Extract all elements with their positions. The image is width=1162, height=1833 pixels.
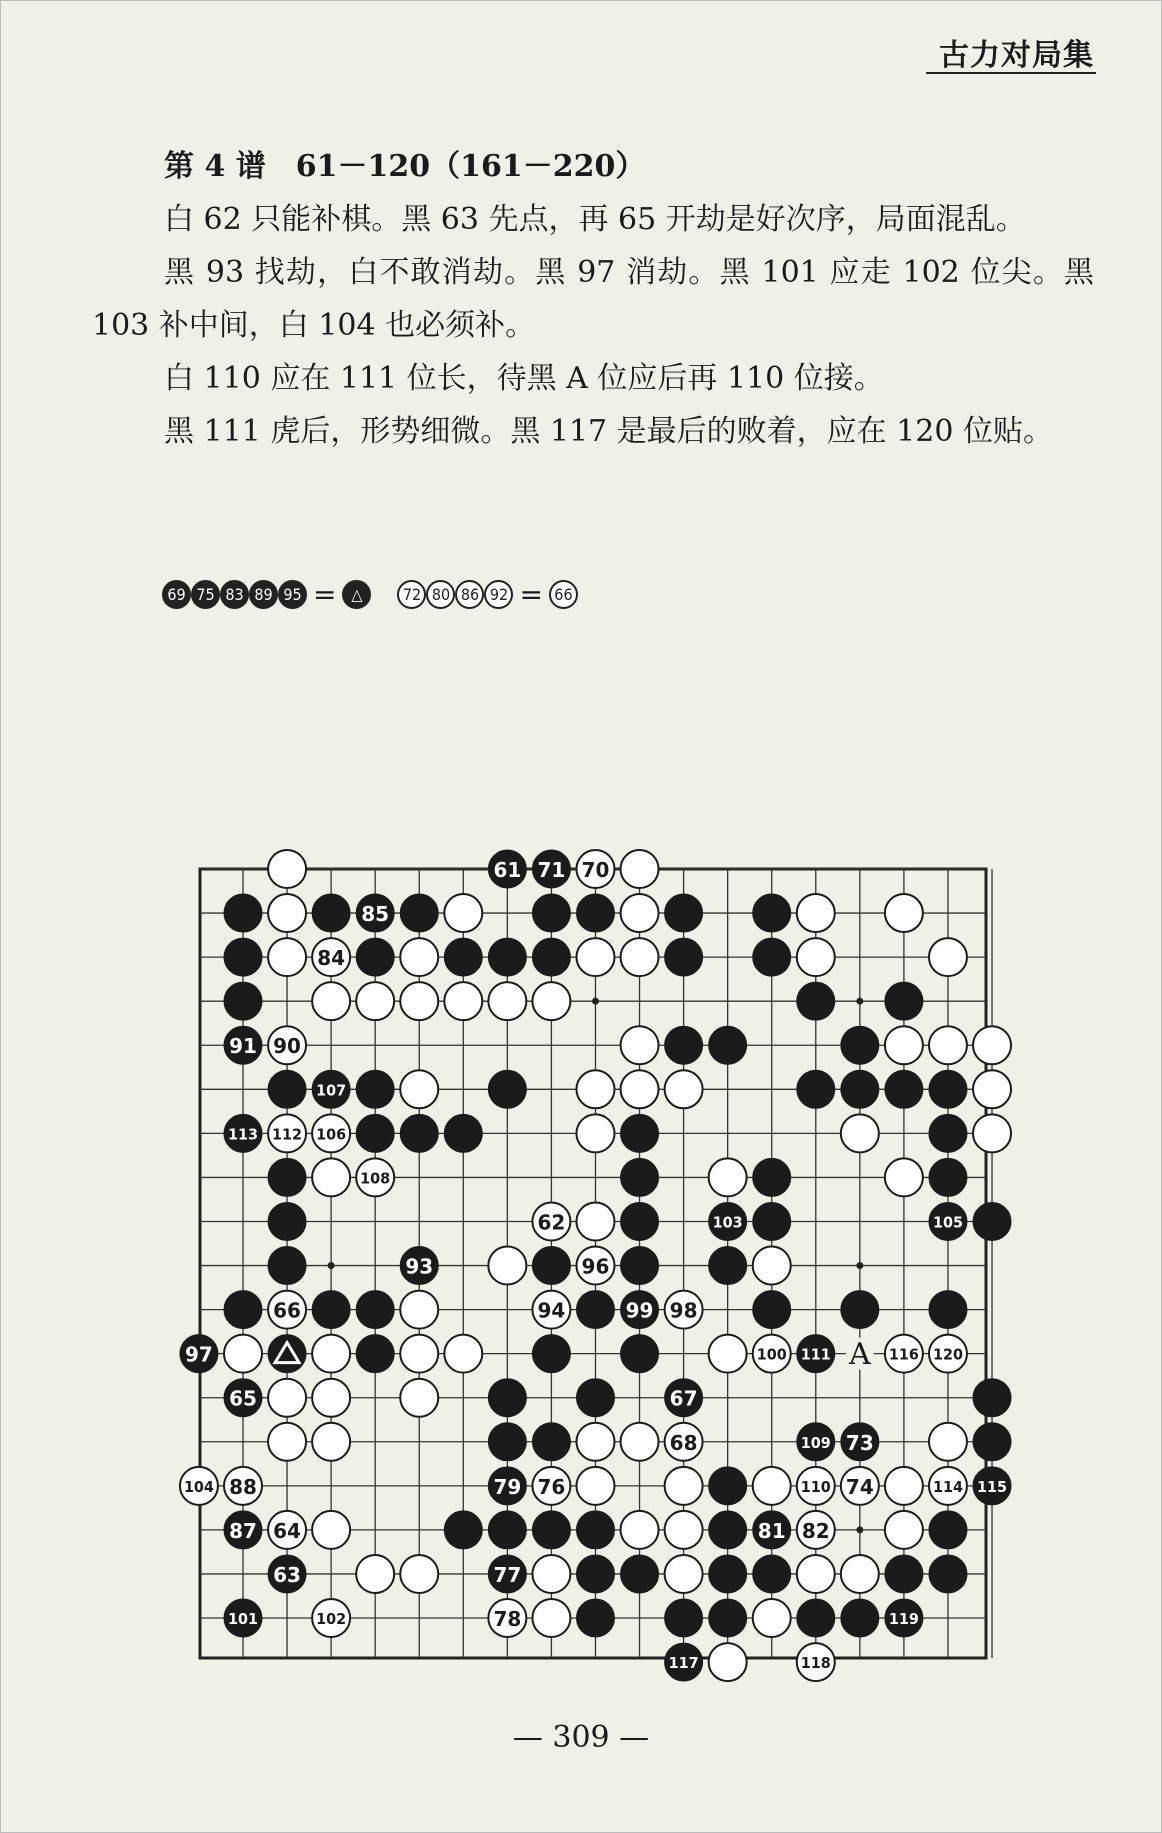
move-number: 68	[669, 1430, 698, 1455]
move-number: 107	[316, 1081, 347, 1100]
move-number: 74	[845, 1474, 874, 1499]
legend-stone: 86	[455, 580, 484, 609]
black-stone	[576, 1379, 614, 1417]
white-stone	[224, 1467, 262, 1505]
legend-stone: 83	[220, 580, 249, 609]
black-stone	[973, 1379, 1011, 1417]
black-stone	[753, 1158, 791, 1196]
black-stone	[709, 1511, 747, 1549]
move-number: 102	[316, 1610, 347, 1629]
black-stone	[532, 850, 570, 888]
move-number: 109	[800, 1433, 831, 1452]
move-number: 90	[273, 1034, 301, 1059]
black-stone	[665, 1379, 703, 1417]
black-stone	[532, 894, 570, 932]
black-stone	[268, 1070, 306, 1108]
black-stone	[621, 1291, 659, 1329]
black-stone	[709, 1555, 747, 1593]
black-stone	[400, 894, 438, 932]
legend-stone: 69	[162, 580, 191, 609]
white-stone	[576, 1070, 614, 1108]
white-stone	[665, 1511, 703, 1549]
move-number: 103	[712, 1213, 743, 1232]
legend-stone: 92	[484, 580, 513, 609]
black-stone	[180, 1335, 218, 1373]
white-stone	[576, 1202, 614, 1240]
move-number: 101	[228, 1610, 258, 1629]
black-stone	[665, 1599, 703, 1637]
move-number: 88	[229, 1474, 257, 1499]
black-stone	[797, 1335, 835, 1373]
black-stone	[356, 1335, 394, 1373]
white-stone	[841, 1555, 879, 1593]
black-stone	[709, 1026, 747, 1064]
move-number: 79	[493, 1474, 522, 1499]
white-stone	[885, 1467, 923, 1505]
black-stone	[885, 1070, 923, 1108]
white-stone	[929, 1467, 967, 1505]
white-stone	[621, 1070, 659, 1108]
white-stone	[312, 1423, 350, 1461]
black-stone	[356, 1070, 394, 1108]
black-stone	[841, 1026, 879, 1064]
white-stone	[665, 1070, 703, 1108]
white-stone	[356, 982, 394, 1020]
white-stone	[400, 1291, 438, 1329]
black-stone	[268, 1158, 306, 1196]
black-stone	[312, 894, 350, 932]
move-number: 76	[537, 1474, 566, 1499]
black-stone	[488, 1379, 526, 1417]
white-stone	[885, 894, 923, 932]
move-number: 98	[669, 1298, 698, 1323]
white-stone	[312, 1511, 350, 1549]
white-stone	[621, 1511, 659, 1549]
white-stone	[268, 1511, 306, 1549]
black-stone	[797, 982, 835, 1020]
white-stone	[268, 1423, 306, 1461]
white-stone	[665, 1467, 703, 1505]
black-stone	[268, 1335, 306, 1373]
black-stone	[973, 1467, 1011, 1505]
move-number: 119	[888, 1610, 919, 1629]
black-stone	[665, 1026, 703, 1064]
white-stone	[576, 1423, 614, 1461]
page-number: — 309 —	[512, 1720, 650, 1755]
move-number: 71	[537, 858, 566, 882]
move-number: 120	[932, 1345, 963, 1364]
black-stone	[841, 1423, 879, 1461]
white-stone	[797, 1555, 835, 1593]
black-stone	[885, 1599, 923, 1637]
move-number: 65	[229, 1386, 257, 1411]
running-header: 古力对局集	[939, 38, 1094, 73]
white-stone	[797, 894, 835, 932]
white-stone	[268, 1379, 306, 1417]
move-number: 61	[493, 858, 522, 882]
black-stone	[753, 1511, 791, 1549]
white-stone	[665, 1423, 703, 1461]
legend-stone: 72	[397, 580, 426, 609]
white-stone	[709, 1335, 747, 1373]
black-stone	[973, 1423, 1011, 1461]
move-number: 108	[360, 1169, 391, 1188]
point-label: A	[849, 1337, 871, 1373]
move-number: 115	[977, 1477, 1008, 1496]
legend-equals: =	[313, 577, 337, 611]
white-stone	[885, 1026, 923, 1064]
legend-stone: 95	[278, 580, 307, 609]
black-stone	[224, 1511, 262, 1549]
black-stone	[356, 938, 394, 976]
white-stone	[268, 1291, 306, 1329]
white-stone	[312, 982, 350, 1020]
white-stone	[797, 1511, 835, 1549]
white-stone	[929, 1423, 967, 1461]
white-stone	[400, 938, 438, 976]
white-stone	[576, 1114, 614, 1152]
black-stone	[665, 894, 703, 932]
black-stone	[621, 1114, 659, 1152]
black-stone	[576, 1555, 614, 1593]
move-number: 85	[361, 902, 390, 927]
black-stone	[576, 1511, 614, 1549]
paragraph: 黑 93 找劫，白不敢消劫。黑 97 消劫。黑 101 应走 102 位尖。黑 103 补中间，白 104 也必须补。	[92, 255, 1094, 343]
black-stone	[929, 1070, 967, 1108]
black-stone	[621, 1247, 659, 1285]
white-stone	[576, 938, 614, 976]
black-stone	[929, 1114, 967, 1152]
black-stone	[621, 1555, 659, 1593]
white-stone	[576, 850, 614, 888]
move-number: 99	[625, 1298, 654, 1323]
black-stone	[797, 1070, 835, 1108]
black-stone	[224, 1379, 262, 1417]
black-stone	[488, 1070, 526, 1108]
move-number: 77	[493, 1562, 522, 1587]
white-stone	[312, 1379, 350, 1417]
black-stone	[224, 1599, 262, 1637]
white-stone	[621, 938, 659, 976]
black-stone	[797, 1599, 835, 1637]
move-number: 91	[229, 1034, 257, 1059]
white-stone	[488, 1599, 526, 1637]
white-stone	[665, 1555, 703, 1593]
black-stone	[224, 982, 262, 1020]
white-stone	[929, 1026, 967, 1064]
black-stone	[224, 1291, 262, 1329]
move-number: 73	[845, 1430, 874, 1455]
legend-equals: =	[519, 577, 543, 611]
black-stone	[885, 1555, 923, 1593]
black-stone	[753, 1291, 791, 1329]
white-stone	[841, 1114, 879, 1152]
white-stone	[268, 1026, 306, 1064]
black-stone	[929, 1555, 967, 1593]
white-stone	[488, 1247, 526, 1285]
move-number: 63	[273, 1562, 301, 1587]
move-number: 104	[183, 1477, 214, 1496]
white-stone	[400, 1555, 438, 1593]
move-number: 96	[581, 1254, 610, 1279]
white-stone	[797, 1643, 835, 1681]
black-stone	[224, 1114, 262, 1152]
white-stone	[180, 1467, 218, 1505]
black-stone	[709, 1247, 747, 1285]
move-number: 114	[932, 1477, 963, 1496]
white-stone	[929, 1335, 967, 1373]
white-stone	[224, 1335, 262, 1373]
black-stone	[841, 1070, 879, 1108]
black-stone	[885, 982, 923, 1020]
black-stone	[400, 1114, 438, 1152]
black-stone	[356, 1291, 394, 1329]
white-stone	[709, 1643, 747, 1681]
white-stone	[312, 938, 350, 976]
black-stone	[532, 1511, 570, 1549]
legend-stone: 80	[426, 580, 455, 609]
legend-stone: 89	[249, 580, 278, 609]
white-stone	[444, 894, 482, 932]
black-stone	[973, 1202, 1011, 1240]
white-stone	[797, 1467, 835, 1505]
move-number: 78	[493, 1607, 522, 1632]
move-number: 67	[669, 1386, 698, 1411]
paragraph: 白 110 应在 111 位长，待黑 A 位应后再 110 位接。	[164, 361, 884, 396]
white-stone	[268, 938, 306, 976]
black-stone	[665, 1643, 703, 1681]
white-stone	[532, 1202, 570, 1240]
move-number: 111	[800, 1345, 831, 1364]
black-stone	[356, 1114, 394, 1152]
move-number: 117	[668, 1654, 699, 1673]
black-stone	[929, 1202, 967, 1240]
white-stone	[444, 1335, 482, 1373]
black-stone	[841, 1599, 879, 1637]
white-stone	[312, 1158, 350, 1196]
white-stone	[400, 982, 438, 1020]
black-stone	[753, 894, 791, 932]
white-stone	[488, 982, 526, 1020]
move-number: 64	[273, 1518, 301, 1543]
black-stone	[312, 1291, 350, 1329]
white-stone	[400, 1379, 438, 1417]
white-stone	[621, 850, 659, 888]
black-stone	[576, 894, 614, 932]
black-stone	[312, 1070, 350, 1108]
black-stone	[753, 1555, 791, 1593]
black-stone	[929, 1158, 967, 1196]
black-stone	[268, 1202, 306, 1240]
move-number: 97	[185, 1342, 213, 1367]
black-stone	[224, 1026, 262, 1064]
paragraph: 白 62 只能补棋。黑 63 先点，再 65 开劫是好次序，局面混乱。	[164, 202, 1026, 237]
legend-stone: 66	[549, 580, 578, 609]
black-stone	[268, 1555, 306, 1593]
black-stone	[488, 1467, 526, 1505]
black-stone	[621, 1158, 659, 1196]
move-number: 112	[272, 1125, 303, 1144]
white-stone	[973, 1070, 1011, 1108]
white-stone	[532, 1555, 570, 1593]
black-stone	[444, 938, 482, 976]
white-stone	[929, 938, 967, 976]
white-stone	[665, 1291, 703, 1329]
black-stone	[621, 1202, 659, 1240]
black-stone	[576, 1291, 614, 1329]
black-stone	[224, 894, 262, 932]
white-stone	[356, 1158, 394, 1196]
white-stone	[400, 1070, 438, 1108]
move-number: 84	[317, 946, 346, 971]
move-number: 66	[273, 1298, 301, 1323]
move-number: 93	[405, 1254, 434, 1279]
white-stone	[532, 1599, 570, 1637]
black-stone	[929, 1511, 967, 1549]
move-number: 94	[537, 1298, 566, 1323]
black-stone	[665, 938, 703, 976]
black-stone	[488, 938, 526, 976]
black-stone	[709, 1202, 747, 1240]
white-stone	[532, 1467, 570, 1505]
black-stone	[709, 1599, 747, 1637]
move-number: 62	[537, 1210, 566, 1235]
black-stone	[929, 1291, 967, 1329]
white-stone	[268, 894, 306, 932]
legend-stone: △	[342, 580, 371, 609]
black-stone	[841, 1291, 879, 1329]
white-stone	[312, 1114, 350, 1152]
white-stone	[753, 1247, 791, 1285]
move-number: 105	[932, 1213, 963, 1232]
white-stone	[576, 1467, 614, 1505]
black-stone	[532, 1335, 570, 1373]
black-stone	[532, 1247, 570, 1285]
white-stone	[753, 1467, 791, 1505]
move-number: 87	[229, 1518, 257, 1543]
legend-stone: 75	[191, 580, 220, 609]
white-stone	[268, 850, 306, 888]
white-stone	[621, 1423, 659, 1461]
white-stone	[532, 982, 570, 1020]
black-stone	[797, 1423, 835, 1461]
black-stone	[488, 1555, 526, 1593]
white-stone	[841, 1467, 879, 1505]
black-stone	[576, 1599, 614, 1637]
move-number: 106	[316, 1125, 347, 1144]
black-stone	[268, 1247, 306, 1285]
white-stone	[885, 1335, 923, 1373]
black-stone	[488, 1511, 526, 1549]
white-stone	[973, 1026, 1011, 1064]
white-stone	[444, 982, 482, 1020]
black-stone	[444, 1511, 482, 1549]
black-stone	[709, 1467, 747, 1505]
white-stone	[356, 1555, 394, 1593]
white-stone	[797, 938, 835, 976]
white-stone	[753, 1599, 791, 1637]
white-stone	[973, 1114, 1011, 1152]
move-number: 116	[888, 1345, 919, 1364]
move-number: 100	[756, 1345, 787, 1364]
section-title: 第 4 谱 61－120（161－220）	[164, 149, 646, 184]
white-stone	[532, 1291, 570, 1329]
white-stone	[400, 1335, 438, 1373]
black-stone	[532, 938, 570, 976]
white-stone	[885, 1511, 923, 1549]
move-number: 113	[228, 1125, 258, 1144]
black-stone	[621, 1335, 659, 1373]
white-stone	[885, 1158, 923, 1196]
white-stone	[621, 894, 659, 932]
white-stone	[312, 1335, 350, 1373]
black-stone	[488, 1423, 526, 1461]
move-number: 70	[581, 858, 610, 882]
black-stone	[753, 1202, 791, 1240]
black-stone	[356, 894, 394, 932]
white-stone	[709, 1158, 747, 1196]
move-number: 110	[800, 1477, 831, 1496]
black-stone	[400, 1247, 438, 1285]
black-stone	[753, 938, 791, 976]
white-stone	[268, 1114, 306, 1152]
move-number: 81	[757, 1518, 786, 1543]
white-stone	[621, 1026, 659, 1064]
move-number: 82	[801, 1518, 830, 1543]
move-number: 118	[800, 1654, 831, 1673]
white-stone	[576, 1247, 614, 1285]
paragraph: 黑 111 虎后，形势细微。黑 117 是最后的败着，应在 120 位贴。	[164, 414, 1053, 449]
black-stone	[488, 850, 526, 888]
black-stone	[224, 938, 262, 976]
black-stone	[444, 1114, 482, 1152]
black-stone	[532, 1423, 570, 1461]
white-stone	[312, 1599, 350, 1637]
white-stone	[753, 1335, 791, 1373]
